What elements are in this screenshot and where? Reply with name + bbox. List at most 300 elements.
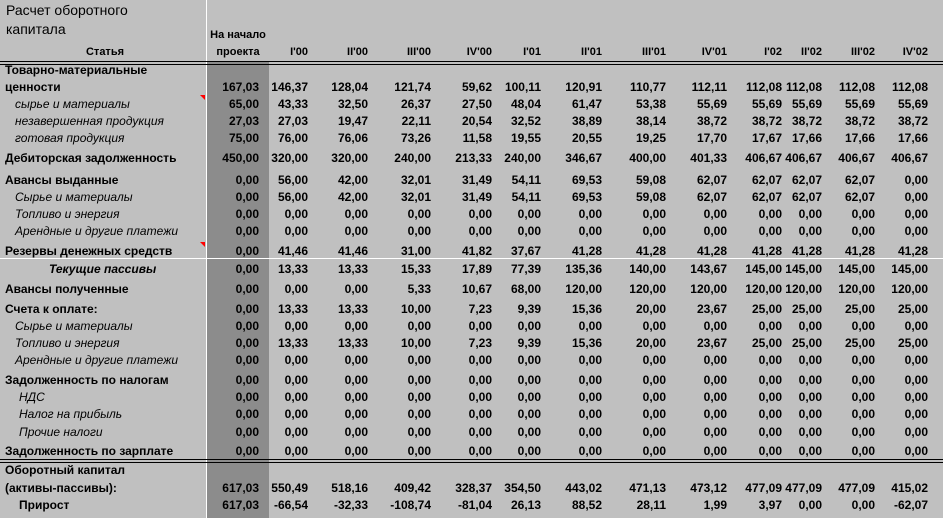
value-cell[interactable]: 0,00 (284, 390, 308, 404)
value-cell[interactable]: 41,28 (635, 244, 666, 258)
start-value-cell[interactable]: 617,03 (222, 498, 259, 512)
col-header-period[interactable]: II'01 (581, 46, 602, 58)
value-cell[interactable]: 0,00 (904, 444, 928, 458)
value-cell[interactable]: 112,08 (891, 80, 928, 94)
value-cell[interactable]: 415,02 (891, 481, 928, 495)
value-cell[interactable]: 55,69 (897, 97, 928, 111)
col-header-period[interactable]: III'00 (406, 46, 431, 58)
col-header-period[interactable]: III'01 (641, 46, 666, 58)
value-cell[interactable]: 0,00 (798, 498, 822, 512)
value-cell[interactable]: 443,02 (565, 481, 602, 495)
value-cell[interactable]: 406,67 (891, 151, 928, 165)
value-cell[interactable]: 10,00 (400, 336, 431, 350)
value-cell[interactable]: 9,39 (517, 336, 541, 350)
value-cell[interactable]: 25,00 (751, 302, 782, 316)
row-label[interactable]: Текущие пассивы (49, 262, 157, 276)
value-cell[interactable]: 19,55 (510, 131, 541, 145)
value-cell[interactable]: 145,00 (745, 262, 782, 276)
value-cell[interactable]: 25,00 (751, 336, 782, 350)
start-value-cell[interactable]: 0,00 (235, 244, 259, 258)
value-cell[interactable]: 145,00 (785, 262, 822, 276)
row-label[interactable]: Задолженность по налогам (5, 373, 169, 387)
value-cell[interactable]: 32,01 (400, 190, 431, 204)
value-cell[interactable]: 0,00 (407, 373, 431, 387)
value-cell[interactable]: 328,37 (455, 481, 492, 495)
value-cell[interactable]: 0,00 (578, 353, 602, 367)
value-cell[interactable]: 37,67 (510, 244, 541, 258)
value-cell[interactable]: 22,11 (401, 114, 431, 128)
value-cell[interactable]: 0,00 (284, 373, 308, 387)
value-cell[interactable]: 17,66 (791, 131, 822, 145)
value-cell[interactable]: 76,06 (337, 131, 368, 145)
value-cell[interactable]: 88,52 (571, 498, 602, 512)
value-cell[interactable]: 0,00 (407, 319, 431, 333)
value-cell[interactable]: 54,11 (511, 173, 541, 187)
start-value-cell[interactable]: 167,03 (222, 80, 259, 94)
value-cell[interactable]: 0,00 (904, 319, 928, 333)
value-cell[interactable]: 0,00 (344, 207, 368, 221)
value-cell[interactable]: 31,49 (461, 173, 492, 187)
value-cell[interactable]: 0,00 (798, 425, 822, 439)
value-cell[interactable]: 31,00 (400, 244, 431, 258)
value-cell[interactable]: 54,11 (511, 190, 541, 204)
value-cell[interactable]: 55,69 (696, 97, 727, 111)
value-cell[interactable]: 121,74 (394, 80, 431, 94)
col-header-period[interactable]: I'02 (764, 46, 782, 58)
value-cell[interactable]: 53,38 (635, 97, 666, 111)
value-cell[interactable]: 473,12 (690, 481, 727, 495)
row-label[interactable]: Авансы выданные (5, 173, 119, 187)
value-cell[interactable]: 56,00 (277, 190, 308, 204)
value-cell[interactable]: 73,26 (400, 131, 431, 145)
row-label[interactable]: Топливо и энергия (15, 207, 120, 221)
value-cell[interactable]: 31,49 (461, 190, 492, 204)
value-cell[interactable]: 120,00 (565, 282, 602, 296)
value-cell[interactable]: 0,00 (344, 407, 368, 421)
col-header-period[interactable]: II'02 (801, 46, 822, 58)
value-cell[interactable]: 41,82 (461, 244, 492, 258)
value-cell[interactable]: 0,00 (407, 207, 431, 221)
value-cell[interactable]: 0,00 (798, 319, 822, 333)
start-value-cell[interactable]: 0,00 (235, 373, 259, 387)
value-cell[interactable]: 0,00 (344, 224, 368, 238)
value-cell[interactable]: 55,69 (791, 97, 822, 111)
value-cell[interactable]: 13,33 (337, 262, 368, 276)
col-header-stat[interactable]: Статья (85, 46, 125, 58)
value-cell[interactable]: 0,00 (517, 390, 541, 404)
value-cell[interactable]: 42,00 (337, 190, 368, 204)
value-cell[interactable]: 62,07 (696, 190, 727, 204)
value-cell[interactable]: 477,09 (745, 481, 782, 495)
value-cell[interactable]: 0,00 (468, 407, 492, 421)
value-cell[interactable]: 0,00 (904, 373, 928, 387)
value-cell[interactable]: 213,33 (455, 151, 492, 165)
value-cell[interactable]: 100,11 (504, 80, 541, 94)
value-cell[interactable]: 0,00 (851, 353, 875, 367)
value-cell[interactable]: 0,00 (851, 390, 875, 404)
value-cell[interactable]: 41,28 (897, 244, 928, 258)
value-cell[interactable]: 550,49 (271, 481, 308, 495)
value-cell[interactable]: 41,46 (277, 244, 308, 258)
value-cell[interactable]: 62,07 (751, 190, 782, 204)
value-cell[interactable]: 0,00 (284, 444, 308, 458)
value-cell[interactable]: 0,00 (407, 425, 431, 439)
value-cell[interactable]: 0,00 (703, 373, 727, 387)
value-cell[interactable]: 0,00 (851, 407, 875, 421)
value-cell[interactable]: 20,00 (635, 336, 666, 350)
value-cell[interactable]: 0,00 (578, 425, 602, 439)
value-cell[interactable]: 27,50 (461, 97, 492, 111)
value-cell[interactable]: 0,00 (642, 319, 666, 333)
value-cell[interactable]: 135,36 (565, 262, 602, 276)
col-header-period[interactable]: I'01 (523, 46, 541, 58)
value-cell[interactable]: 0,00 (284, 353, 308, 367)
value-cell[interactable]: 59,08 (635, 190, 666, 204)
value-cell[interactable]: 0,00 (468, 319, 492, 333)
value-cell[interactable]: 0,00 (703, 207, 727, 221)
row-label[interactable]: Арендные и другие платежи (15, 353, 179, 367)
value-cell[interactable]: 0,00 (758, 353, 782, 367)
value-cell[interactable]: 0,00 (517, 425, 541, 439)
value-cell[interactable]: 25,00 (897, 336, 928, 350)
value-cell[interactable]: 0,00 (798, 224, 822, 238)
value-cell[interactable]: 0,00 (578, 319, 602, 333)
value-cell[interactable]: 0,00 (578, 207, 602, 221)
value-cell[interactable]: 0,00 (284, 282, 308, 296)
value-cell[interactable]: 0,00 (703, 407, 727, 421)
value-cell[interactable]: 0,00 (904, 425, 928, 439)
value-cell[interactable]: 0,00 (642, 373, 666, 387)
start-value-cell[interactable]: 27,03 (228, 114, 259, 128)
value-cell[interactable]: 0,00 (642, 407, 666, 421)
value-cell[interactable]: 0,00 (517, 353, 541, 367)
value-cell[interactable]: 0,00 (851, 319, 875, 333)
value-cell[interactable]: 0,00 (517, 207, 541, 221)
value-cell[interactable]: 477,09 (785, 481, 822, 495)
value-cell[interactable]: 56,00 (277, 173, 308, 187)
row-label[interactable]: Резервы денежных средств (5, 244, 173, 258)
value-cell[interactable]: 0,00 (703, 425, 727, 439)
value-cell[interactable]: 17,66 (897, 131, 928, 145)
value-cell[interactable]: 23,67 (696, 302, 727, 316)
value-cell[interactable]: 68,00 (510, 282, 541, 296)
value-cell[interactable]: 0,00 (468, 390, 492, 404)
value-cell[interactable]: 0,00 (703, 319, 727, 333)
value-cell[interactable]: 0,00 (798, 390, 822, 404)
value-cell[interactable]: 41,46 (337, 244, 368, 258)
value-cell[interactable]: 320,00 (271, 151, 308, 165)
value-cell[interactable]: 20,55 (571, 131, 602, 145)
value-cell[interactable]: 3,97 (758, 498, 782, 512)
col-header-period[interactable]: III'02 (850, 46, 875, 58)
start-value-cell[interactable]: 0,00 (235, 302, 259, 316)
value-cell[interactable]: 25,00 (844, 336, 875, 350)
value-cell[interactable]: 41,28 (751, 244, 782, 258)
value-cell[interactable]: -66,54 (273, 498, 308, 512)
value-cell[interactable]: 59,08 (635, 173, 666, 187)
value-cell[interactable]: 146,37 (271, 80, 308, 94)
value-cell[interactable]: 0,00 (407, 224, 431, 238)
value-cell[interactable]: 471,13 (629, 481, 666, 495)
value-cell[interactable]: 69,53 (571, 173, 602, 187)
row-label[interactable]: Оборотный капитал (5, 463, 125, 477)
value-cell[interactable]: 0,00 (578, 373, 602, 387)
value-cell[interactable]: 0,00 (703, 390, 727, 404)
value-cell[interactable]: 401,33 (690, 151, 727, 165)
value-cell[interactable]: 477,09 (838, 481, 875, 495)
row-label[interactable]: (активы-пассивы): (5, 481, 117, 495)
value-cell[interactable]: 0,00 (344, 390, 368, 404)
value-cell[interactable]: 143,67 (690, 262, 727, 276)
value-cell[interactable]: 0,00 (798, 353, 822, 367)
value-cell[interactable]: 0,00 (798, 207, 822, 221)
value-cell[interactable]: 62,07 (791, 173, 822, 187)
value-cell[interactable]: 0,00 (407, 444, 431, 458)
start-value-cell[interactable]: 450,00 (222, 151, 259, 165)
start-value-cell[interactable]: 0,00 (235, 336, 259, 350)
value-cell[interactable]: 77,39 (510, 262, 541, 276)
value-cell[interactable]: 9,39 (517, 302, 541, 316)
value-cell[interactable]: 0,00 (758, 444, 782, 458)
row-label[interactable]: готовая продукция (15, 131, 125, 145)
value-cell[interactable]: 69,53 (571, 190, 602, 204)
value-cell[interactable]: 0,00 (344, 425, 368, 439)
value-cell[interactable]: 120,91 (565, 80, 602, 94)
value-cell[interactable]: 0,00 (344, 319, 368, 333)
value-cell[interactable]: 120,00 (629, 282, 666, 296)
value-cell[interactable]: 61,47 (571, 97, 602, 111)
value-cell[interactable]: 0,00 (798, 407, 822, 421)
start-value-cell[interactable]: 0,00 (235, 444, 259, 458)
value-cell[interactable]: 13,33 (337, 302, 368, 316)
value-cell[interactable]: 13,33 (277, 336, 308, 350)
value-cell[interactable]: 0,00 (758, 425, 782, 439)
value-cell[interactable]: 38,72 (844, 114, 875, 128)
value-cell[interactable]: 0,00 (758, 207, 782, 221)
value-cell[interactable]: 38,14 (635, 114, 666, 128)
value-cell[interactable]: 13,33 (277, 302, 308, 316)
value-cell[interactable]: 0,00 (517, 444, 541, 458)
value-cell[interactable]: 240,00 (394, 151, 431, 165)
col-header-start-line-1[interactable]: На начало (210, 29, 266, 41)
value-cell[interactable]: 0,00 (517, 373, 541, 387)
value-cell[interactable]: 55,69 (751, 97, 782, 111)
value-cell[interactable]: 32,01 (400, 173, 431, 187)
value-cell[interactable]: -108,74 (390, 498, 431, 512)
value-cell[interactable]: 28,11 (636, 498, 666, 512)
value-cell[interactable]: 43,33 (277, 97, 308, 111)
value-cell[interactable]: 128,04 (331, 80, 368, 94)
value-cell[interactable]: 0,00 (284, 224, 308, 238)
row-label[interactable]: Налог на прибыль (19, 407, 123, 421)
value-cell[interactable]: 406,67 (785, 151, 822, 165)
value-cell[interactable]: 19,25 (635, 131, 666, 145)
row-label[interactable]: Задолженность по зарплате (5, 444, 174, 458)
value-cell[interactable]: 62,07 (844, 190, 875, 204)
value-cell[interactable]: 38,72 (791, 114, 822, 128)
row-label[interactable]: Счета к оплате: (5, 302, 98, 316)
value-cell[interactable]: 0,00 (284, 425, 308, 439)
value-cell[interactable]: 41,28 (571, 244, 602, 258)
value-cell[interactable]: 17,89 (461, 262, 492, 276)
value-cell[interactable]: 0,00 (578, 444, 602, 458)
value-cell[interactable]: 400,00 (629, 151, 666, 165)
value-cell[interactable]: 32,50 (337, 97, 368, 111)
value-cell[interactable]: 42,00 (337, 173, 368, 187)
value-cell[interactable]: 38,72 (696, 114, 727, 128)
value-cell[interactable]: 0,00 (851, 373, 875, 387)
value-cell[interactable]: 0,00 (904, 390, 928, 404)
row-label[interactable]: Сырье и материалы (15, 319, 133, 333)
value-cell[interactable]: 112,08 (838, 80, 875, 94)
value-cell[interactable]: 48,04 (510, 97, 541, 111)
col-header-period[interactable]: II'00 (347, 46, 368, 58)
value-cell[interactable]: 140,00 (629, 262, 666, 276)
row-label[interactable]: ценности (5, 80, 61, 94)
value-cell[interactable]: 0,00 (517, 407, 541, 421)
value-cell[interactable]: 41,28 (791, 244, 822, 258)
value-cell[interactable]: 0,00 (642, 207, 666, 221)
value-cell[interactable]: 62,07 (696, 173, 727, 187)
value-cell[interactable]: 23,67 (696, 336, 727, 350)
row-label[interactable]: Авансы полученные (5, 282, 129, 296)
value-cell[interactable]: 0,00 (344, 353, 368, 367)
value-cell[interactable]: 320,00 (331, 151, 368, 165)
start-value-cell[interactable]: 0,00 (235, 262, 259, 276)
value-cell[interactable]: -62,07 (893, 498, 928, 512)
value-cell[interactable]: 0,00 (468, 224, 492, 238)
value-cell[interactable]: 0,00 (703, 224, 727, 238)
row-label[interactable]: сырье и материалы (15, 97, 130, 111)
value-cell[interactable]: 0,00 (468, 444, 492, 458)
value-cell[interactable]: 0,00 (904, 190, 928, 204)
value-cell[interactable]: 0,00 (344, 282, 368, 296)
value-cell[interactable]: 0,00 (758, 319, 782, 333)
col-header-start-line-2[interactable]: проекта (216, 46, 260, 58)
value-cell[interactable]: 11,58 (462, 131, 492, 145)
value-cell[interactable]: 59,62 (461, 80, 492, 94)
value-cell[interactable]: 0,00 (642, 224, 666, 238)
value-cell[interactable]: 0,00 (578, 407, 602, 421)
value-cell[interactable]: 0,00 (642, 425, 666, 439)
value-cell[interactable]: 0,00 (407, 353, 431, 367)
value-cell[interactable]: 0,00 (468, 373, 492, 387)
row-label[interactable]: Арендные и другие платежи (15, 224, 179, 238)
start-value-cell[interactable]: 0,00 (235, 224, 259, 238)
value-cell[interactable]: 41,28 (844, 244, 875, 258)
value-cell[interactable]: 76,00 (277, 131, 308, 145)
value-cell[interactable]: 25,00 (897, 302, 928, 316)
value-cell[interactable]: 145,00 (838, 262, 875, 276)
value-cell[interactable]: 0,00 (407, 407, 431, 421)
row-label[interactable]: Топливо и энергия (15, 336, 120, 350)
value-cell[interactable]: 0,00 (904, 407, 928, 421)
value-cell[interactable]: 62,07 (751, 173, 782, 187)
value-cell[interactable]: 17,66 (844, 131, 875, 145)
value-cell[interactable]: 0,00 (851, 224, 875, 238)
value-cell[interactable]: 0,00 (758, 373, 782, 387)
value-cell[interactable]: 0,00 (344, 373, 368, 387)
value-cell[interactable]: 0,00 (798, 373, 822, 387)
value-cell[interactable]: 0,00 (407, 390, 431, 404)
value-cell[interactable]: 0,00 (758, 390, 782, 404)
row-label[interactable]: НДС (19, 390, 45, 404)
start-value-cell[interactable]: 0,00 (235, 173, 259, 187)
value-cell[interactable]: 0,00 (517, 319, 541, 333)
value-cell[interactable]: 240,00 (504, 151, 541, 165)
value-cell[interactable]: 0,00 (642, 444, 666, 458)
value-cell[interactable]: 20,00 (635, 302, 666, 316)
start-value-cell[interactable]: 617,03 (222, 481, 259, 495)
value-cell[interactable]: 62,07 (844, 173, 875, 187)
value-cell[interactable]: 120,00 (838, 282, 875, 296)
col-header-period[interactable]: IV'02 (902, 46, 928, 58)
value-cell[interactable]: 25,00 (791, 336, 822, 350)
value-cell[interactable]: 26,37 (400, 97, 431, 111)
value-cell[interactable]: 0,00 (904, 207, 928, 221)
value-cell[interactable]: 10,67 (461, 282, 492, 296)
value-cell[interactable]: 17,67 (751, 131, 782, 145)
value-cell[interactable]: 518,16 (331, 481, 368, 495)
value-cell[interactable]: 120,00 (891, 282, 928, 296)
value-cell[interactable]: 1,99 (703, 498, 727, 512)
value-cell[interactable]: 38,72 (751, 114, 782, 128)
value-cell[interactable]: 0,00 (703, 444, 727, 458)
value-cell[interactable]: 7,23 (468, 302, 492, 316)
value-cell[interactable]: 0,00 (344, 444, 368, 458)
value-cell[interactable]: 38,72 (897, 114, 928, 128)
value-cell[interactable]: 55,69 (844, 97, 875, 111)
row-label[interactable]: незавершенная продукция (15, 114, 164, 128)
value-cell[interactable]: 0,00 (284, 207, 308, 221)
value-cell[interactable]: 19,47 (337, 114, 368, 128)
start-value-cell[interactable]: 0,00 (235, 353, 259, 367)
value-cell[interactable]: 145,00 (891, 262, 928, 276)
value-cell[interactable]: 13,33 (337, 336, 368, 350)
start-value-cell[interactable]: 75,00 (228, 131, 259, 145)
value-cell[interactable]: 0,00 (468, 207, 492, 221)
start-value-cell[interactable]: 0,00 (235, 319, 259, 333)
value-cell[interactable]: 0,00 (758, 224, 782, 238)
value-cell[interactable]: 0,00 (851, 444, 875, 458)
row-label[interactable]: Товарно-материальные (5, 63, 148, 77)
start-value-cell[interactable]: 0,00 (235, 282, 259, 296)
value-cell[interactable]: 5,33 (407, 282, 431, 296)
value-cell[interactable]: 0,00 (758, 407, 782, 421)
value-cell[interactable]: 13,33 (277, 262, 308, 276)
value-cell[interactable]: 25,00 (844, 302, 875, 316)
value-cell[interactable]: 38,89 (571, 114, 602, 128)
start-value-cell[interactable]: 0,00 (235, 207, 259, 221)
value-cell[interactable]: 120,00 (745, 282, 782, 296)
start-value-cell[interactable]: 0,00 (235, 190, 259, 204)
start-value-cell[interactable]: 65,00 (228, 97, 259, 111)
value-cell[interactable]: 0,00 (642, 353, 666, 367)
value-cell[interactable]: 0,00 (284, 407, 308, 421)
value-cell[interactable]: 0,00 (904, 173, 928, 187)
value-cell[interactable]: 354,50 (504, 481, 541, 495)
value-cell[interactable]: 110,77 (629, 80, 666, 94)
row-label[interactable]: Дебиторская задолженность (5, 151, 177, 165)
value-cell[interactable]: 15,36 (571, 302, 602, 316)
value-cell[interactable]: 409,42 (394, 481, 431, 495)
value-cell[interactable]: 17,70 (696, 131, 727, 145)
value-cell[interactable]: 20,54 (461, 114, 492, 128)
value-cell[interactable]: 120,00 (785, 282, 822, 296)
value-cell[interactable]: -32,33 (333, 498, 368, 512)
value-cell[interactable]: 27,03 (277, 114, 308, 128)
value-cell[interactable]: 0,00 (517, 224, 541, 238)
